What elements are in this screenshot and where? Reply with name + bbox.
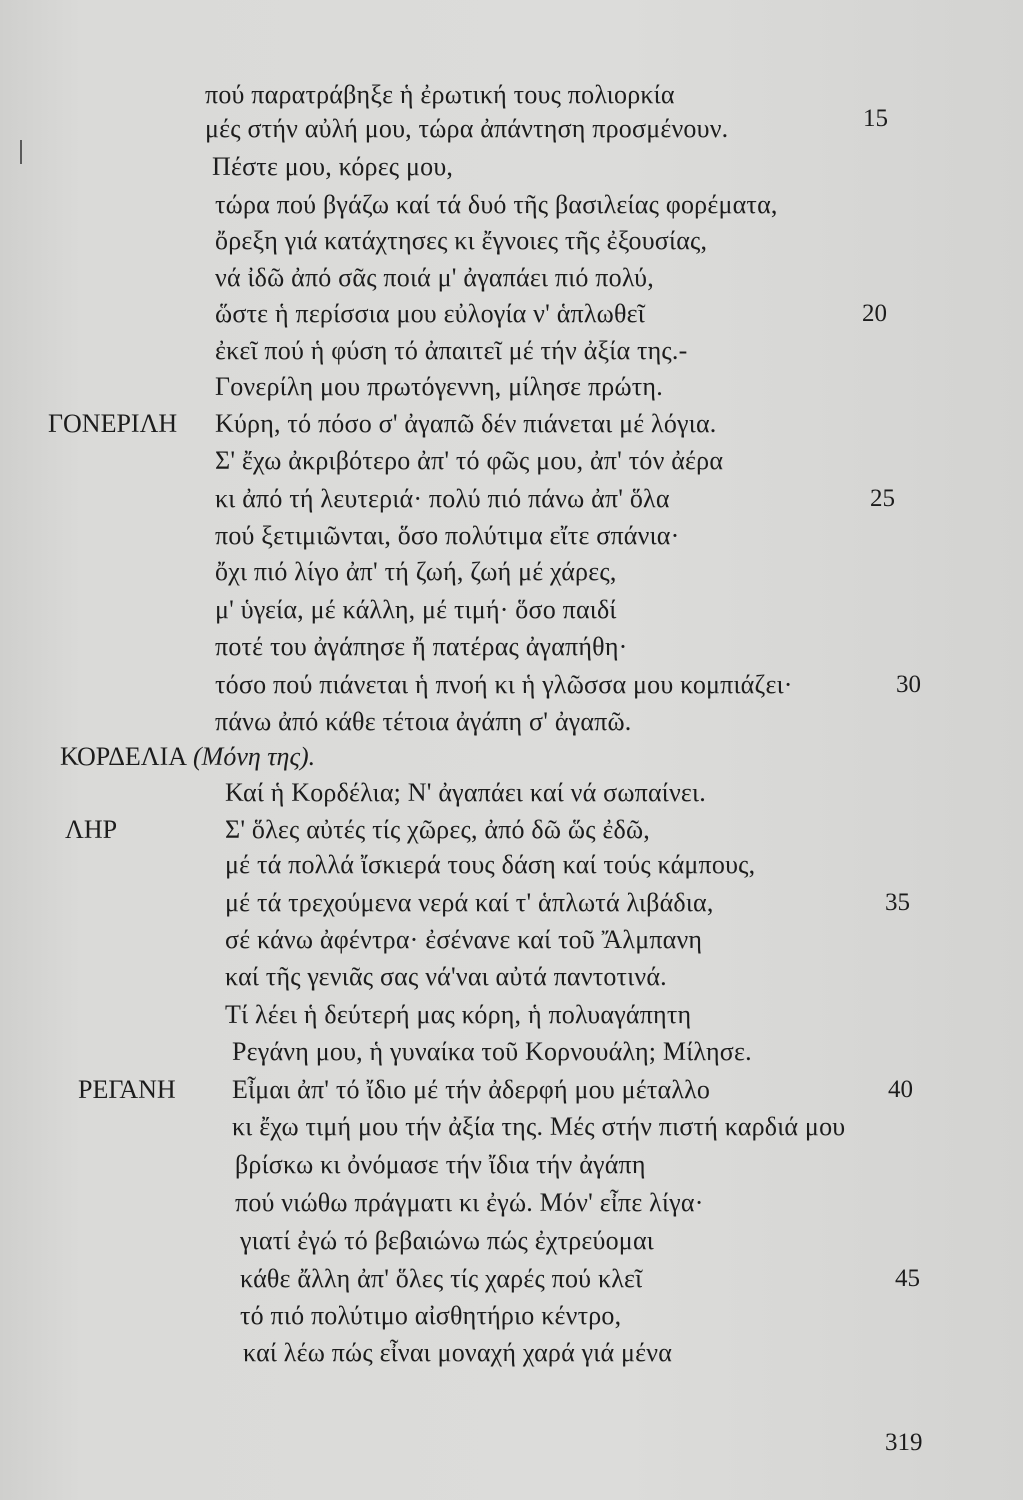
verse-line: ποτέ του ἀγάπησε ἤ πατέρας ἀγαπήθη· [215, 632, 628, 661]
line-number: 25 [870, 485, 895, 512]
verse-line: μές στήν αὐλή μου, τώρα ἀπάντηση προσμένουν. [205, 114, 729, 143]
page-number: 319 [885, 1429, 923, 1456]
verse-line: καί λέω πώς εἶναι μοναχή χαρά γιά μένα [243, 1338, 673, 1367]
verse-line: Γονερίλη μου πρωτόγεννη, μίλησε πρώτη. [215, 372, 663, 401]
verse-line: μ' ὑγεία, μέ κάλλη, μέ τιμή· ὅσο παιδί [215, 595, 617, 624]
verse-line: Σ' ὅλες αὐτές τίς χῶρες, ἀπό δῶ ὥς ἐδῶ, [225, 815, 650, 844]
verse-line: πού ξετιμιῶνται, ὅσο πολύτιμα εἴτε σπάνια· [215, 521, 680, 550]
speaker-name: ΡΕΓΑΝΗ [78, 1075, 176, 1104]
verse-line: πάνω ἀπό κάθε τέτοια ἀγάπη σ' ἀγαπῶ. [215, 707, 632, 736]
speaker-name: ΓΟΝΕΡΙΛΗ [48, 409, 178, 438]
verse-line: ὥστε ἡ περίσσια μου εὐλογία ν' ἁπλωθεῖ [215, 299, 645, 328]
verse-line: κι ἀπό τή λευτεριά· πολύ πιό πάνω ἀπ' ὅλα [215, 484, 670, 513]
stage-direction: (Μόνη της). [193, 742, 316, 771]
line-number: 30 [896, 671, 921, 698]
verse-line: ὄχι πιό λίγο ἀπ' τή ζωή, ζωή μέ χάρες, [215, 557, 617, 586]
verse-line: μέ τά πολλά ἴσκιερά τους δάση καί τούς κάμπους, [225, 850, 756, 879]
verse-line: πού νιώθω πράγματι κι ἐγώ. Μόν' εἶπε λίγα· [235, 1188, 704, 1217]
verse-line: τόσο πού πιάνεται ἡ πνοή κι ἡ γλῶσσα μου κομπιάζει· [215, 670, 793, 699]
line-number: 35 [885, 889, 910, 916]
verse-line: κι ἔχω τιμή μου τήν ἀξία της. Μές στήν πιστή καρδιά μου [232, 1112, 846, 1141]
line-number: 20 [862, 300, 887, 327]
verse-line: σέ κάνω ἀφέντρα· ἐσένανε καί τοῦ Ἄλμπανη [225, 925, 703, 954]
verse-line: πού παρατράβηξε ἡ ἐρωτική τους πολιορκία [205, 80, 675, 109]
verse-line: Εἶμαι ἀπ' τό ἴδιο μέ τήν ἀδερφή μου μέταλλο [232, 1075, 711, 1104]
verse-line: Καί ἡ Κορδέλια; Ν' ἀγαπάει καί νά σωπαίνει. [225, 778, 706, 807]
verse-line: Ρεγάνη μου, ἡ γυναίκα τοῦ Κορνουάλη; Μίλησε. [232, 1037, 752, 1066]
verse-line: ἐκεῖ πού ἡ φύση τό ἀπαιτεῖ μέ τήν ἀξία της.- [215, 336, 688, 365]
line-number: 15 [863, 105, 888, 132]
verse-line: Τί λέει ἡ δεύτερή μας κόρη, ἡ πολυαγάπητη [225, 1000, 692, 1029]
verse-line: καί τῆς γενιᾶς σας νά'ναι αὐτά παντοτινά. [225, 962, 667, 991]
verse-line: τώρα πού βγάζω καί τά δυό τῆς βασιλείας φορέματα, [215, 190, 778, 219]
speaker-name: ΚΟΡΔΕΛΙΑ [60, 742, 188, 771]
verse-line: ὄρεξη γιά κατάχτησες κι ἔγνοιες τῆς ἐξουσίας, [215, 226, 708, 255]
line-number: 40 [888, 1076, 913, 1103]
verse-line: Πέστε μου, κόρες μου, [212, 152, 454, 181]
verse-line: Σ' ἔχω ἀκριβότερο ἀπ' τό φῶς μου, ἀπ' τόν ἀέρα [215, 446, 724, 475]
verse-line: γιατί ἐγώ τό βεβαιώνω πώς ἐχτρεύομαι [240, 1226, 654, 1255]
verse-line: μέ τά τρεχούμενα νερά καί τ' ἁπλωτά λιβάδια, [225, 888, 714, 917]
verse-line: βρίσκω κι ὀνόμασε τήν ἴδια τήν ἀγάπη [235, 1150, 646, 1179]
line-number: 45 [895, 1265, 920, 1292]
speaker-name: ΛΗΡ [65, 815, 118, 844]
verse-line: Κύρη, τό πόσο σ' ἀγαπῶ δέν πιάνεται μέ λόγια. [215, 409, 717, 438]
verse-line: κάθε ἄλλη ἀπ' ὅλες τίς χαρές πού κλεῖ [240, 1264, 643, 1293]
margin-pen-mark [20, 140, 22, 164]
verse-line: νά ἰδῶ ἀπό σᾶς ποιά μ' ἀγαπάει πιό πολύ, [215, 263, 654, 292]
verse-line: τό πιό πολύτιμο αἰσθητήριο κέντρο, [240, 1301, 622, 1330]
